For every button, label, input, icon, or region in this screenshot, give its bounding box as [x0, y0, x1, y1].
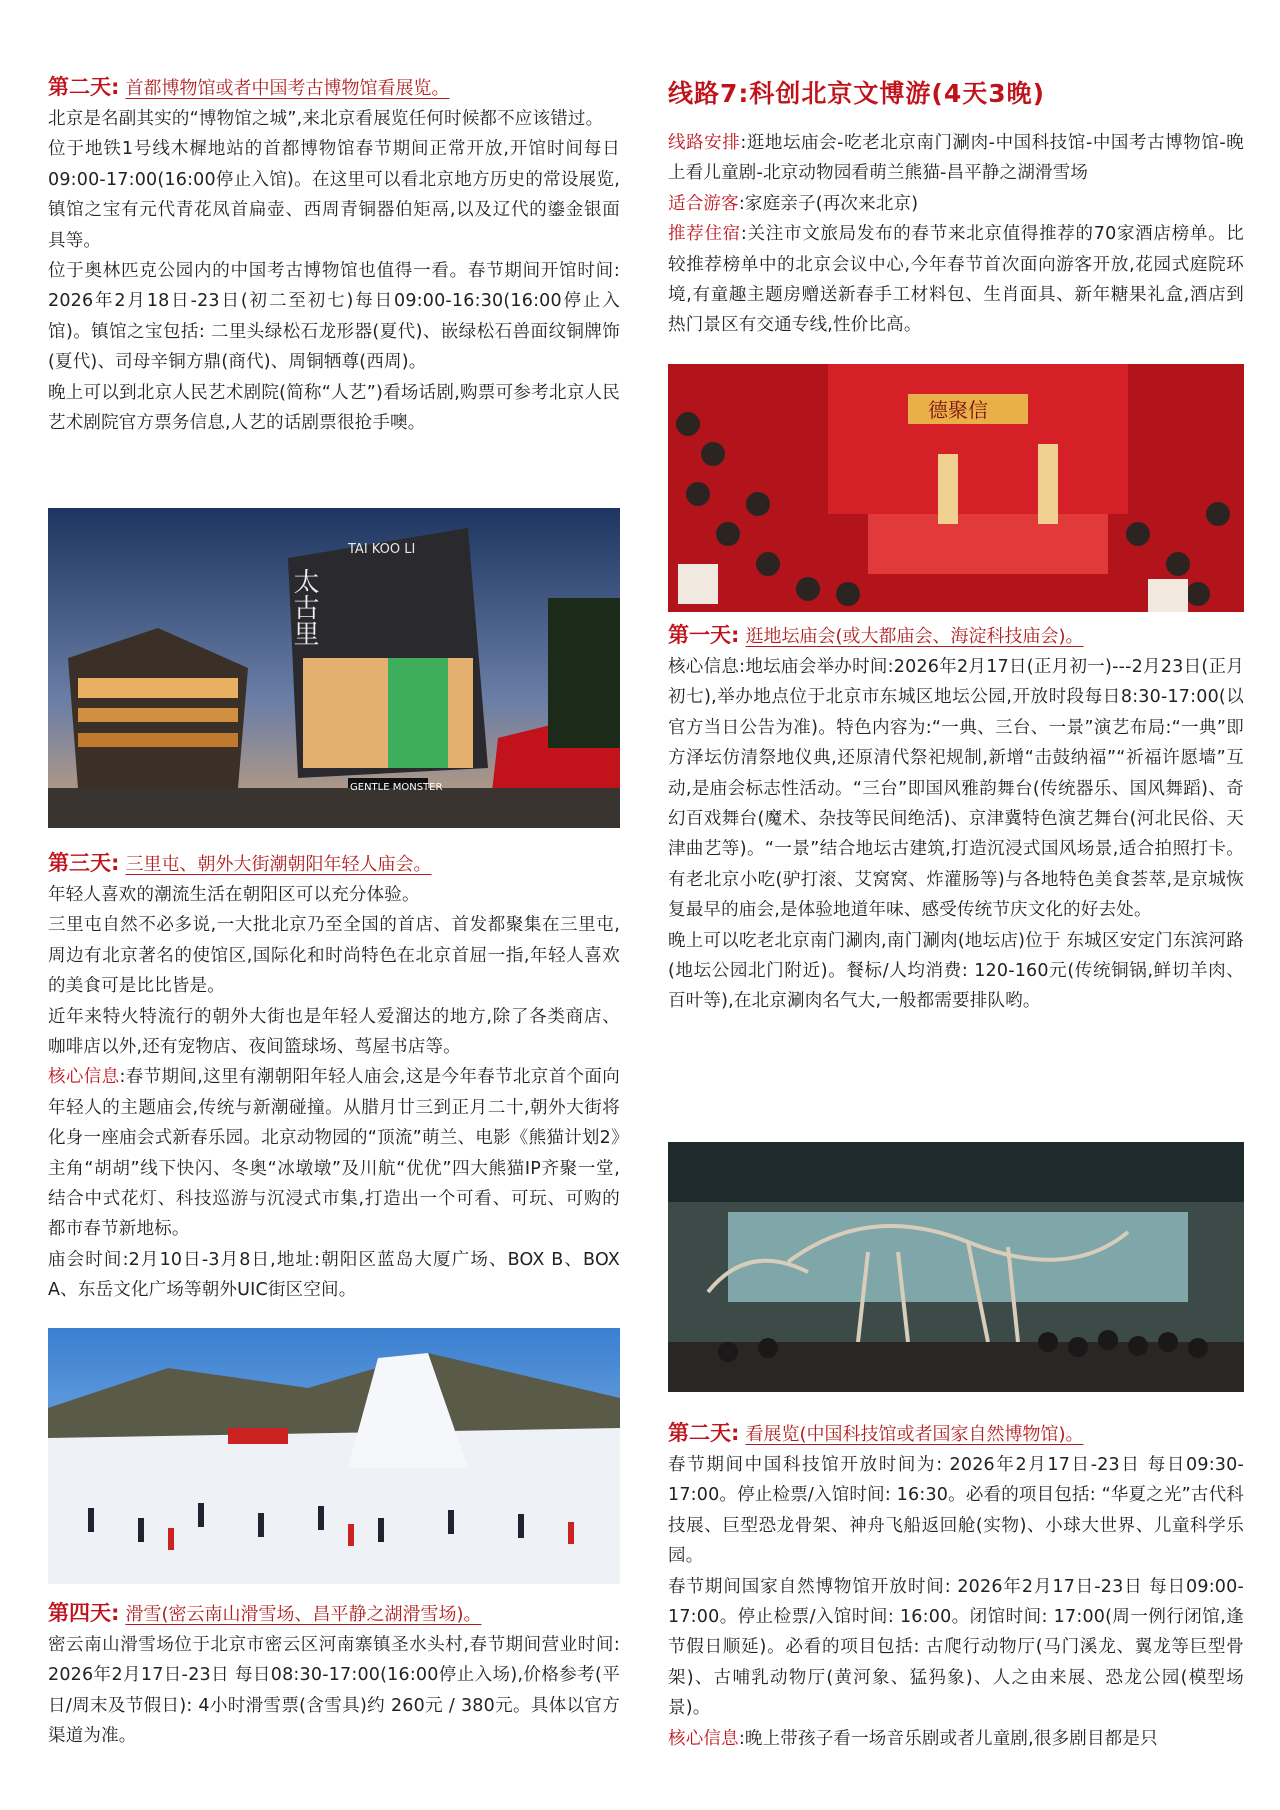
right-day2-section [668, 1418, 1244, 1754]
left-day2-section [48, 72, 620, 438]
day3-heading [48, 848, 620, 880]
day4-heading [48, 1598, 620, 1630]
core-info-paragraph [668, 1724, 1244, 1754]
day-topic: 首都博物馆或者中国考古博物馆看展览。 [125, 78, 450, 99]
day2-heading-right [668, 1418, 1244, 1450]
info-label: 适合游客 [668, 193, 739, 214]
route-info-arrangement [668, 128, 1244, 189]
sign-side: TAI KOO LI [348, 542, 416, 557]
paragraph: 位于地铁1号线木樨地站的首都博物馆春节期间正常开放,开馆时间每日09:00-17:00(16:00停止入馆)。在这里可以看北京地方历史的常设展览,镇馆之宝有元代青花凤首扁壶、西周青铜器伯矩鬲,以及辽代的鎏金银面具等。 [48, 139, 620, 251]
info-text: :家庭亲子(再次来北京) [738, 193, 919, 214]
day1-heading [668, 620, 1244, 652]
core-info-text: :春节期间,这里有潮朝阳年轻人庙会,这是今年春节北京首个面向年轻人的主题庙会,传统与新潮碰撞。从腊月廿三到正月二十,朝外大街将化身一座庙会式新春乐园。北京动物园的“顶流”萌兰、电影《熊猫计划2》主角“胡胡”线下快闪、冬奥“冰墩墩”及川航“优优”四大熊猫IP齐聚一堂,结合中式花灯、科技巡游与沉浸式市集,打造出一个可看、可玩、可购的都市春节新地标。 [48, 1067, 620, 1240]
day-topic: 看展览(中国科技馆或者国家自然博物馆)。 [745, 1424, 1084, 1445]
paragraph: 春节期间国家自然博物馆开放时间: 2026年2月17日-23日 每日09:00-17:00。停止检票/入馆时间: 16:00。闭馆时间: 17:00(周一例行闭馆,逢节假日顺延)。必看的项目包括: 古爬行动物厅(马门溪龙、翼龙等巨型骨架)、古哺乳动物厅(黄河象、猛犸象)、人之由来展、恐龙公园(模型场景)。 [668, 1576, 1244, 1719]
paragraph: 北京是名副其实的“博物馆之城”,来北京看展览任何时候都不应该错过。 [48, 109, 604, 129]
day2-heading [48, 72, 620, 104]
ski-resort-photo [48, 1328, 620, 1584]
paragraph: 庙会时间:2月10日-3月8日,地址:朝阳区蓝岛大厦广场、BOX B、BOX A、东岳文化广场等朝外UIC街区空间。 [48, 1249, 620, 1301]
info-text: :关注市文旅局发布的春节来北京值得推荐的70家酒店榜单。比较推荐榜单中的北京会议中心,今年春节首次面向游客开放,花园式庭院环境,有童趣主题房赠送新春手工材料包、生肖面具、新年糖果礼盒,酒店到热门景区有交通专线,性价比高。 [668, 224, 1244, 336]
core-info-label: 核心信息 [668, 1728, 739, 1749]
core-info-text: :晚上带孩子看一场音乐剧或者儿童剧,很多剧目都是只 [738, 1728, 1158, 1749]
route-info-hotel [668, 219, 1244, 341]
day-tag: 第二天: [668, 1421, 740, 1445]
paragraph: 位于奥林匹克公园内的中国考古博物馆也值得一看。春节期间开馆时间: 2026年2月18日-23日(初二至初七)每日09:00-16:30(16:00停止入馆)。镇馆之宝包括: 二里头绿松石龙形器(夏代)、嵌绿松石兽面纹铜牌饰(夏代)、司母辛铜方鼎(商代)、周铜牺尊(西周)。 [48, 261, 620, 373]
day-tag: 第四天: [48, 1601, 120, 1625]
stage-sign: 德聚信 [928, 398, 988, 422]
day-tag: 第二天: [48, 75, 120, 99]
taikooli-photo [48, 508, 620, 828]
left-day3-section [48, 848, 620, 1306]
route-header-section [668, 74, 1244, 341]
paragraph: 春节期间中国科技馆开放时间为: 2026年2月17日-23日 每日09:30-17:00。停止检票/入馆时间: 16:30。必看的项目包括: “华夏之光”古代科技展、巨型恐龙骨架、神舟飞船返回舱(实物)、小球大世界、儿童科学乐园。 [668, 1455, 1245, 1567]
core-info-paragraph [48, 1062, 620, 1244]
dinosaur-museum-photo [668, 1142, 1244, 1392]
store-sign: GENTLE MONSTER [350, 782, 443, 793]
core-info-label: 核心信息 [48, 1067, 120, 1088]
paragraph: 核心信息:地坛庙会举办时间:2026年2月17日(正月初一)---2月23日(正月初七),举办地点位于北京市东城区地坛公园,开放时段每日8:30-17:00(以官方当日公告为准)。特色内容为:“一典、三台、一景”演艺布局:“一典”即方泽坛仿清祭地仪典,还原清代祭祀规制,新增“击鼓纳福”“祈福许愿墙”互动,是庙会标志性活动。“三台”即国风雅韵舞台(传统器乐、国风舞蹈)、奇幻百戏舞台(魔术、杂技等民间绝活)、京津冀特色演艺舞台(河北民俗、天津曲艺等)。“一景”结合地坛古建筑,打造沉浸式国风场景,适合拍照打卡。有老北京小吃(驴打滚、艾窝窝、炸灌肠等)与各地特色美食荟萃,是京城恢复最早的庙会,是体验地道年味、感受传统节庆文化的好去处。 [668, 657, 1244, 921]
day-topic: 滑雪(密云南山滑雪场、昌平静之湖滑雪场)。 [125, 1604, 482, 1625]
paragraph: 近年来特火特流行的朝外大街也是年轻人爱溜达的地方,除了各类商店、咖啡店以外,还有宠物店、夜间篮球场、茑屋书店等。 [48, 1006, 620, 1058]
paragraph: 三里屯自然不必多说,一大批北京乃至全国的首店、首发都聚集在三里屯,周边有北京著名的使馆区,国际化和时尚特色在北京首屈一指,年轻人喜欢的美食可是比比皆是。 [48, 915, 620, 997]
day-topic: 逛地坛庙会(或大都庙会、海淀科技庙会)。 [745, 626, 1084, 647]
day-topic: 三里屯、朝外大街潮朝阳年轻人庙会。 [125, 854, 432, 875]
paragraph: 晚上可以吃老北京南门涮肉,南门涮肉(地坛店)位于 东城区安定门东滨河路(地坛公园北门附近)。餐标/人均消费: 120-160元(传统铜锅,鲜切羊肉、百叶等),在北京涮肉名气大,一般都需要排队哟。 [668, 930, 1244, 1012]
paragraph: 年轻人喜欢的潮流生活在朝阳区可以充分体验。 [48, 885, 420, 905]
left-day4-section [48, 1598, 620, 1752]
sign-vertical: 太古里 [289, 568, 319, 646]
paragraph: 密云南山滑雪场位于北京市密云区河南寨镇圣水头村,春节期间营业时间: 2026年2月17日-23日 每日08:30-17:00(16:00停止入场),价格参考(平日/周末及节假日): 4小时滑雪票(含雪具)约 260元 / 380元。具体以官方渠道为准。 [48, 1635, 620, 1747]
info-label: 线路安排 [668, 133, 741, 153]
info-text: :逛地坛庙会-吃老北京南门涮肉-中国科技馆-中国考古博物馆-晚上看儿童剧-北京动物园看萌兰熊猫-昌平静之湖滑雪场 [668, 133, 1244, 184]
right-day1-section [668, 620, 1244, 1017]
info-label: 推荐住宿 [668, 224, 741, 245]
route-info-audience [668, 189, 1244, 219]
day-tag: 第一天: [668, 623, 740, 647]
route-title: 线路7:科创北京文博游(4天3晚) [668, 79, 1046, 108]
paragraph: 晚上可以到北京人民艺术剧院(简称“人艺”)看场话剧,购票可参考北京人民艺术剧院官方票务信息,人艺的话剧票很抢手噢。 [48, 382, 620, 434]
temple-fair-photo [668, 364, 1244, 612]
day-tag: 第三天: [48, 851, 120, 875]
